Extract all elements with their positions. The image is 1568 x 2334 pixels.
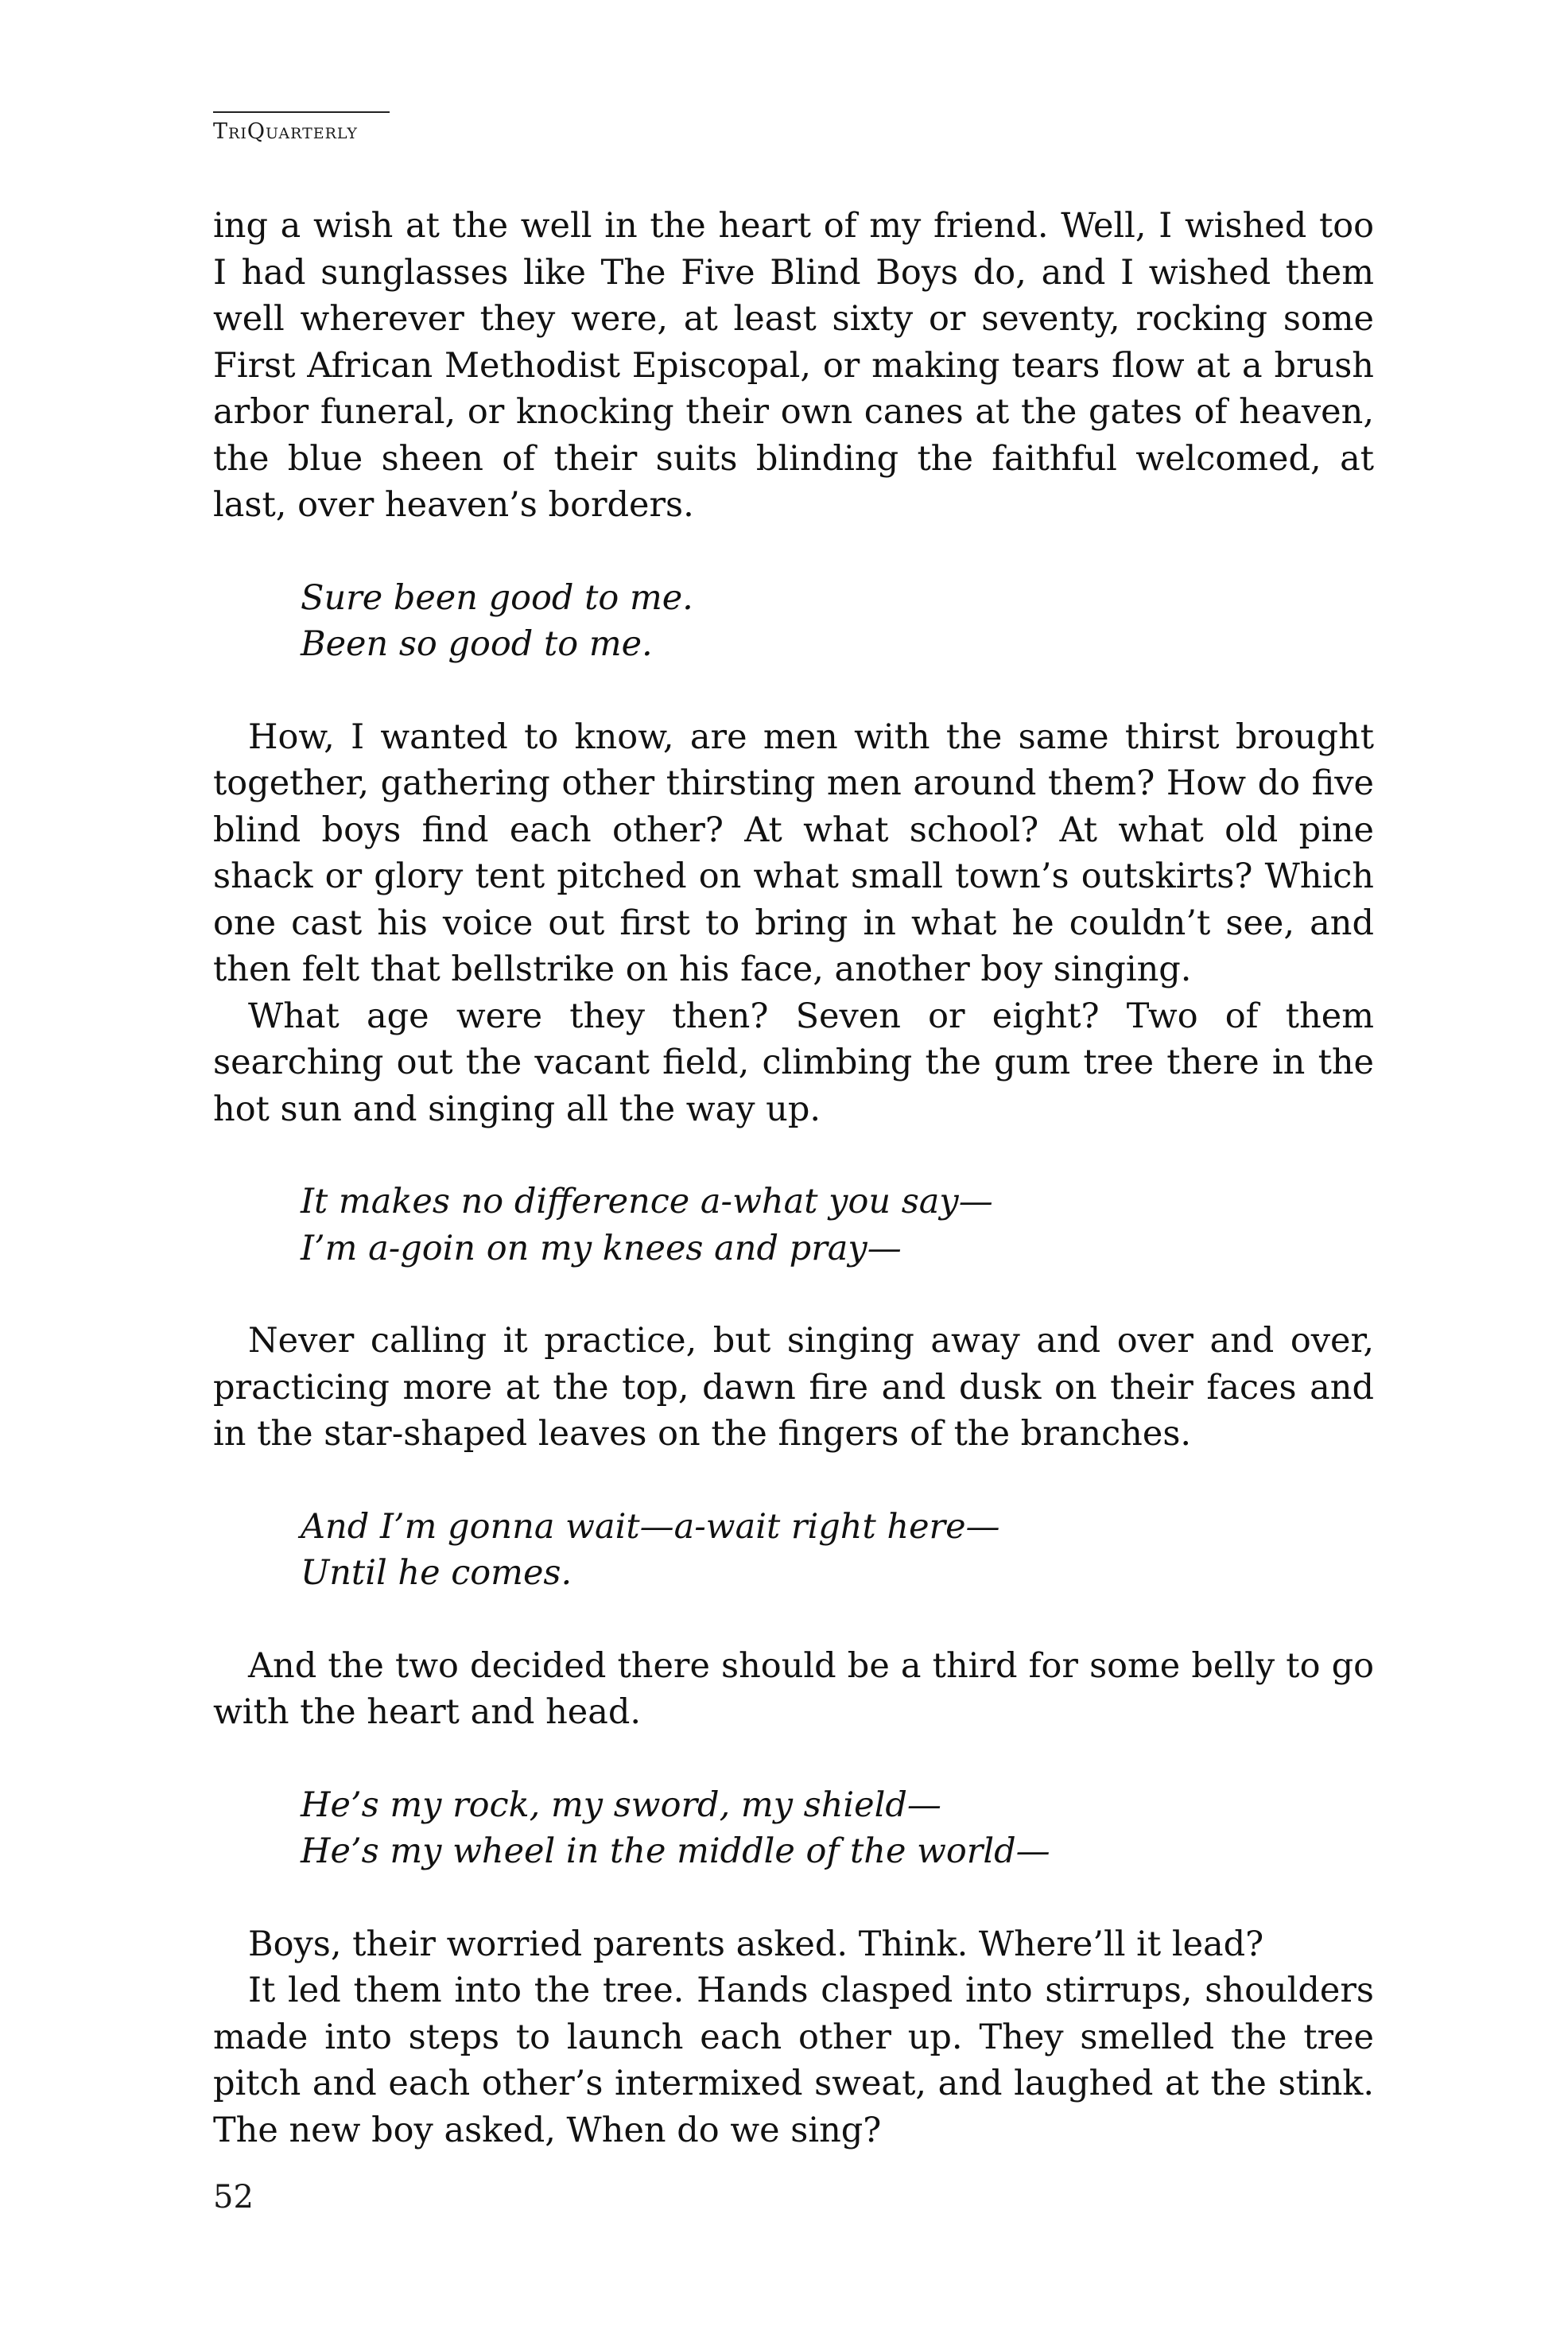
spacer [213, 1597, 1374, 1643]
paragraph-5: And the two decided there should be a third for some belly to go with the heart and head. [213, 1645, 1374, 1732]
verse-3 [213, 1504, 1374, 1597]
verse-line: Until he comes. [301, 1553, 572, 1593]
spacer [213, 1736, 1374, 1782]
verse-line: And I’m gonna wait—a-wait right here— [301, 1506, 1000, 1547]
verse-line: It makes no difference a-what you say— [301, 1182, 993, 1221]
paragraph-6: Boys, their worried parents asked. Think. Where’ll it lead? [248, 1924, 1264, 1964]
verse-line: I’m a-goin on my knees and pray— [301, 1228, 902, 1268]
paragraph-7: It led them into the tree. Hands clasped into stirrups, shoulders made into steps to launch each other up. They smelled the tree pitch and each other’s intermixed sweat, and laughed at the stink. The new boy asked, When do we sing? [213, 1971, 1374, 2150]
verse-2 [213, 1179, 1374, 1272]
spacer [213, 1458, 1374, 1504]
verse-line: He’s my rock, my sword, my shield— [301, 1784, 941, 1825]
verse-4 [213, 1782, 1374, 1875]
paragraph-2: How, I wanted to know, are men with the same thirst brought together, gathering other thirsting men around them? How do five blind boys find each other? At what school? At what old pine shack or glory tent pitched on what small town’s outskirts? Which one cast his voice out first to bring in what he couldn’t see, and then felt that bellstrike on his face, another boy singing. [213, 717, 1374, 989]
header-rule [213, 111, 390, 113]
spacer [213, 668, 1374, 714]
verse-1 [213, 575, 1374, 668]
running-head: TriQuarterly [213, 119, 358, 144]
paragraph-3: What age were they then? Seven or eight? Two of them searching out the vacant field, climbing the gum tree there in the hot sun and singing all the way up. [213, 996, 1374, 1129]
spacer [213, 1272, 1374, 1318]
body-text [213, 203, 1374, 2153]
spacer [213, 1132, 1374, 1179]
spacer [213, 1875, 1374, 1921]
paragraph-1: ing a wish at the well in the heart of my friend. Well, I wished too I had sunglasses like The Five Blind Boys do, and I wished them well wherever they were, at least sixty or seventy, rocking some First African Methodist Episcopal, or making tears flow at a brush arbor funeral, or knocking their own canes at the gates of heaven, the blue sheen of their suits blinding the faithful welcomed, at last, over heaven’s borders. [213, 206, 1374, 525]
spacer [213, 529, 1374, 575]
verse-line: Sure been good to me. [301, 577, 693, 618]
verse-line: Been so good to me. [301, 624, 653, 664]
page-number: 52 [213, 2179, 254, 2216]
paragraph-4: Never calling it practice, but singing away and over and over, practicing more at the top, dawn fire and dusk on their faces and in the star-shaped leaves on the fingers of the branches. [213, 1321, 1374, 1454]
verse-line: He’s my wheel in the middle of the world— [301, 1831, 1050, 1871]
